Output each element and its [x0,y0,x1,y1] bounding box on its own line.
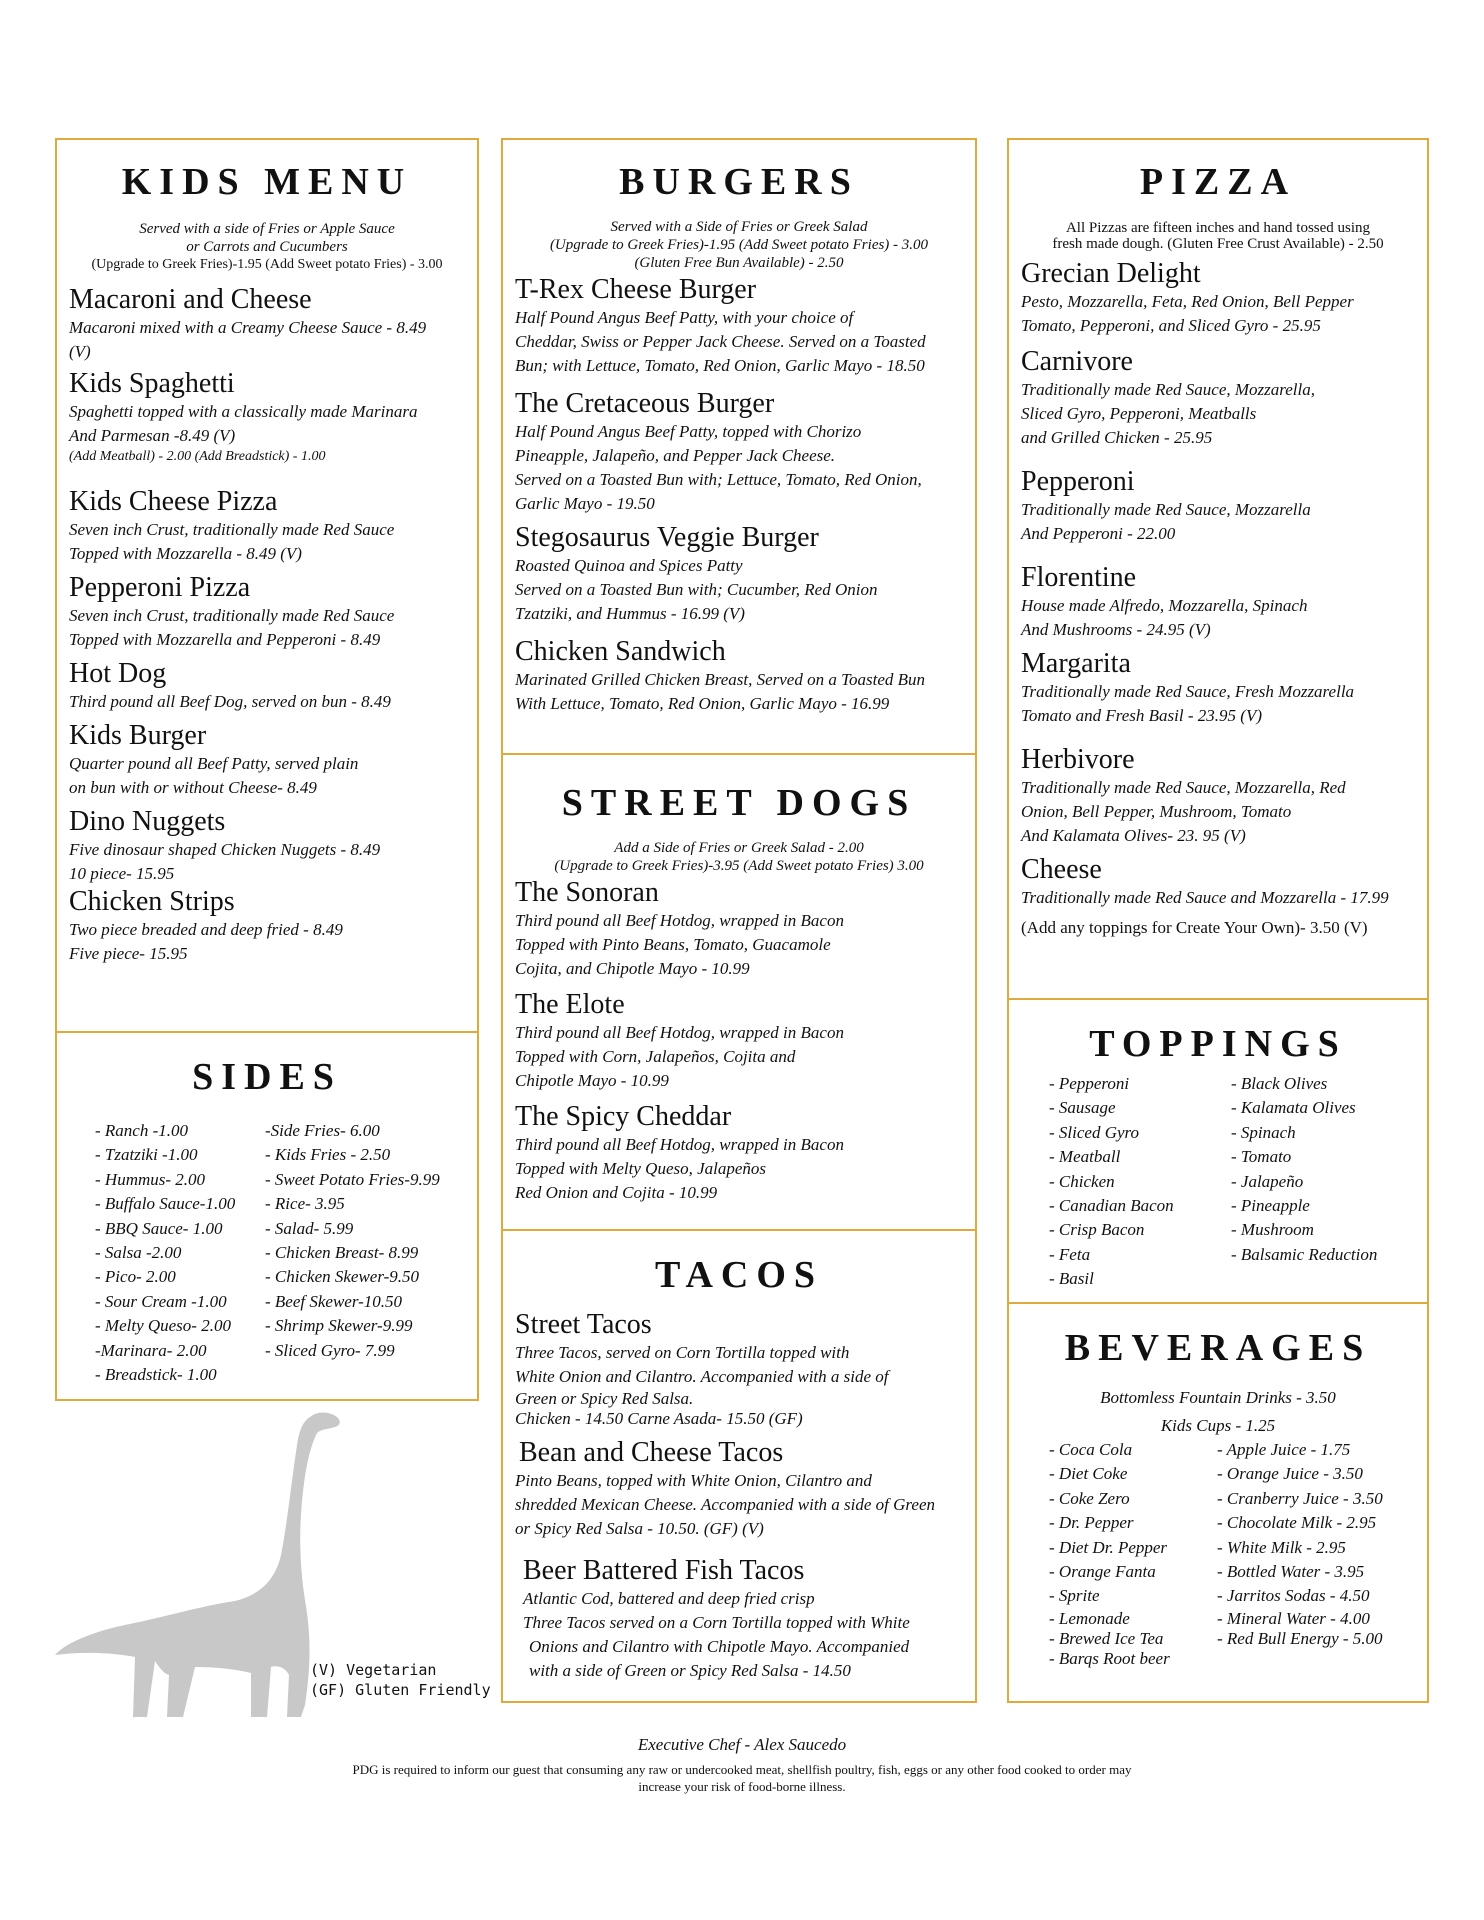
item-desc: Red Onion and Cojita - 10.99 [515,1183,718,1202]
item-desc: Traditionally made Red Sauce, Mozzarella, [1021,380,1316,399]
item-desc: 10 piece- 15.95 [69,864,175,883]
item-name: Stegosaurus Veggie Burger [515,522,819,553]
sides-section [55,1031,479,1401]
item-desc: Tzatziki, and Hummus - 16.99 (V) [515,604,745,623]
list-item: - Sliced Gyro [1049,1122,1140,1142]
footer [0,1733,1484,1795]
item-name: Margarita [1021,648,1131,679]
item-name: Beer Battered Fish Tacos [523,1555,805,1586]
menu-item [69,486,467,566]
street-dogs-title: STREET DOGS [561,782,917,824]
item-desc: Third pound all Beef Dog, served on bun - 8.49 [69,692,391,711]
list-item: - Pineapple [1231,1196,1310,1216]
list-item: - Breadstick- 1.00 [95,1365,217,1385]
list-item: - Salad- 5.99 [265,1218,354,1238]
item-name: The Sonoran [515,877,659,908]
menu-item [515,1101,965,1205]
item-desc: Sliced Gyro, Pepperoni, Meatballs [1021,404,1257,423]
burgers-note-1: Served with a Side of Fries or Greek Salad [610,219,868,235]
list-item: - Brewed Ice Tea [1049,1628,1164,1648]
menu-item [515,877,965,981]
list-item: - Buffalo Sauce-1.00 [95,1194,236,1214]
menu-item [1021,346,1417,450]
executive-chef: Executive Chef - Alex Saucedo [637,1735,847,1754]
item-desc: or Spicy Red Salsa - 10.50. (GF) (V) [515,1519,764,1538]
toppings-list-left [1049,1072,1174,1292]
item-name: Street Tacos [515,1309,652,1340]
list-item: - Pepperoni [1049,1074,1130,1093]
list-item: - Chicken [1049,1171,1115,1191]
list-item: - Chocolate Milk - 2.95 [1217,1513,1377,1533]
beverages-notes [1009,1384,1427,1440]
list-item: - Cranberry Juice - 3.50 [1217,1488,1383,1508]
item-name: Pepperoni [1021,466,1135,497]
list-item: - Orange Juice - 3.50 [1217,1464,1363,1484]
list-item: - Kalamata Olives [1231,1098,1356,1118]
tacos-section [501,1229,977,1703]
legend-vegetarian: (V) Vegetarian [310,1661,437,1679]
list-item: - Apple Juice - 1.75 [1217,1440,1351,1459]
toppings-title: TOPPINGS [1089,1023,1347,1065]
item-name: Dino Nuggets [69,806,226,837]
item-desc: Green or Spicy Red Salsa. [515,1389,694,1408]
item-desc: on bun with or without Cheese- 8.49 [69,778,317,797]
item-desc: Pinto Beans, topped with White Onion, Cilantro and [515,1471,872,1490]
item-desc: House made Alfredo, Mozzarella, Spinach [1021,596,1308,615]
item-name: Pepperoni Pizza [69,572,251,603]
list-item: - Hummus- 2.00 [95,1169,206,1189]
list-item: - Chicken Skewer-9.50 [265,1267,420,1287]
sides-title: SIDES [192,1056,342,1098]
list-item: - Chicken Breast- 8.99 [265,1243,419,1263]
item-desc: Two piece breaded and deep fried - 8.49 [69,920,343,939]
list-item: - Basil [1049,1269,1094,1289]
item-desc: Chipotle Mayo - 10.99 [515,1071,669,1090]
item-desc: Spaghetti topped with a classically made Marinara [69,402,418,421]
kids-menu-notes [57,220,477,274]
item-desc: Marinated Grilled Chicken Breast, Served on a Toasted Bun [515,670,925,689]
list-item: - Barqs Root beer [1049,1648,1170,1668]
list-item: - Mineral Water - 4.00 [1217,1608,1370,1628]
item-desc: White Onion and Cilantro. Accompanied with a side of [515,1367,889,1386]
list-item: - Jalapeño [1231,1171,1304,1191]
beverages-list-left [1049,1438,1170,1669]
list-item: - Mushroom [1231,1220,1314,1240]
pizza-title: PIZZA [1139,161,1297,203]
item-desc: Five piece- 15.95 [69,944,188,963]
list-item: - Canadian Bacon [1049,1196,1174,1216]
item-desc: Seven inch Crust, traditionally made Red Sauce [69,520,395,539]
item-desc: And Parmesan -8.49 (V) [69,426,236,445]
item-desc: Traditionally made Red Sauce and Mozzarella - 17.99 [1021,888,1389,907]
pizza-notes [1009,220,1427,252]
list-item: - Balsamic Reduction [1231,1244,1378,1264]
kids-menu-title: KIDS MENU [121,161,413,203]
dogs-note-1: Add a Side of Fries or Greek Salad - 2.00 [614,840,864,856]
list-item: - Black Olives [1231,1074,1328,1093]
item-desc: Served on a Toasted Bun with; Cucumber, Red Onion [515,580,878,599]
item-desc: Topped with Pinto Beans, Tomato, Guacamole [515,935,831,954]
kids-note-2: or Carrots and Cucumbers [186,239,348,255]
list-item: - Ranch -1.00 [95,1121,189,1140]
item-desc: Bun; with Lettuce, Tomato, Red Onion, Garlic Mayo - 18.50 [515,356,925,375]
item-desc: Half Pound Angus Beef Patty, topped with Chorizo [515,422,862,441]
item-desc: Three Tacos served on a Corn Tortilla topped with White [523,1613,910,1632]
item-name: The Cretaceous Burger [515,388,775,419]
list-item: - Lemonade [1049,1608,1130,1628]
menu-item [1021,744,1417,848]
dinosaur-silhouette [55,1413,340,1718]
pizza-note-1: All Pizzas are fifteen inches and hand tossed using [1065,220,1371,236]
item-desc: With Lettuce, Tomato, Red Onion, Garlic Mayo - 16.99 [515,694,890,713]
list-item: - Orange Fanta [1049,1562,1156,1582]
beverages-list-right [1217,1438,1383,1649]
item-desc: Macaroni mixed with a Creamy Cheese Sauce - 8.49 [69,318,427,337]
item-name: Cheese [1021,854,1102,885]
menu-item [69,284,467,364]
list-item: - Coke Zero [1049,1488,1130,1508]
item-desc: (V) [69,342,91,361]
item-name: Chicken Strips [69,886,235,917]
item-desc: Traditionally made Red Sauce, Mozzarella [1021,500,1311,519]
kids-note-1: Served with a side of Fries or Apple Sauce [139,221,395,237]
pizza-note-2: fresh made dough. (Gluten Free Crust Available) - 2.50 [1052,236,1384,252]
list-item: - Feta [1049,1244,1091,1264]
item-name: Macaroni and Cheese [69,284,312,315]
burgers-note-3: (Gluten Free Bun Available) - 2.50 [634,255,844,271]
kids-menu-section [55,138,479,1033]
menu-item [69,368,467,466]
item-desc: Third pound all Beef Hotdog, wrapped in Bacon [515,1023,844,1042]
disclaimer-line-1: PDG is required to inform our guest that consuming any raw or undercooked meat, shellfish poultry, fish, eggs or any other food cooked to order may [352,1762,1132,1777]
item-name: Kids Cheese Pizza [69,486,278,517]
list-item: - Sliced Gyro- 7.99 [265,1340,395,1360]
list-item: - Salsa -2.00 [95,1243,182,1263]
list-item: - Sausage [1049,1098,1116,1118]
disclaimer-line-2: increase your risk of food-borne illness. [638,1779,846,1794]
list-item: - Sour Cream -1.00 [95,1291,227,1311]
menu-item [1021,258,1417,338]
item-desc: Cheddar, Swiss or Pepper Jack Cheese. Served on a Toasted [515,332,926,351]
item-desc: Traditionally made Red Sauce, Fresh Mozzarella [1021,682,1355,701]
item-name: Herbivore [1021,744,1135,775]
item-desc: Topped with Melty Queso, Jalapeños [515,1159,767,1178]
menu-item [1021,648,1417,728]
list-item: - Melty Queso- 2.00 [95,1316,231,1336]
list-item: - Shrimp Skewer-9.99 [265,1316,413,1336]
item-desc: Cojita, and Chipotle Mayo - 10.99 [515,959,750,978]
list-item: - Dr. Pepper [1049,1513,1134,1533]
item-desc: Topped with Mozzarella and Pepperoni - 8.49 [69,630,381,649]
item-desc: Served on a Toasted Bun with; Lettuce, Tomato, Red Onion, [515,470,922,489]
item-name: Florentine [1021,562,1137,593]
list-item: - Bottled Water - 3.95 [1217,1562,1365,1582]
item-desc: And Mushrooms - 24.95 (V) [1021,620,1211,639]
menu-item [69,806,467,886]
list-item: - Spinach [1231,1122,1296,1142]
menu-item [515,274,965,378]
item-desc: Three Tacos, served on Corn Tortilla topped with [515,1343,850,1362]
item-desc: Roasted Quinoa and Spices Patty [515,556,743,575]
dietary-legend [310,1660,491,1700]
list-item: - Diet Dr. Pepper [1049,1537,1168,1557]
toppings-section [1007,998,1429,1304]
list-item: - Diet Coke [1049,1464,1128,1484]
menu-item [69,658,467,714]
item-name: T-Rex Cheese Burger [515,274,757,305]
item-name: Chicken Sandwich [515,636,726,667]
item-desc: with a side of Green or Spicy Red Salsa - 14.50 [529,1661,851,1680]
list-item: - Tzatziki -1.00 [95,1145,198,1165]
item-desc: Onions and Cilantro with Chipotle Mayo. Accompanied [529,1637,910,1656]
dogs-note-2: (Upgrade to Greek Fries)-3.95 (Add Sweet potato Fries) 3.00 [554,858,924,874]
menu-item [69,720,467,800]
item-desc: and Grilled Chicken - 25.95 [1021,428,1213,447]
street-dogs-section [501,753,977,1231]
item-desc: Tomato and Fresh Basil - 23.95 (V) [1021,706,1262,725]
menu-item [515,1437,965,1541]
item-desc: Garlic Mayo - 19.50 [515,494,655,513]
burgers-notes [503,218,975,272]
list-item: - Jarritos Sodas - 4.50 [1217,1586,1370,1606]
item-desc: Half Pound Angus Beef Patty, with your choice of [515,308,854,327]
item-desc: Atlantic Cod, battered and deep fried crisp [523,1589,815,1608]
list-item: - BBQ Sauce- 1.00 [95,1218,223,1238]
list-item: - Sweet Potato Fries-9.99 [265,1169,440,1189]
list-item: - Beef Skewer-10.50 [265,1291,403,1311]
item-desc: Pineapple, Jalapeño, and Pepper Jack Cheese. [515,446,836,465]
menu-item [515,388,965,516]
burgers-note-2: (Upgrade to Greek Fries)-1.95 (Add Sweet potato Fries) - 3.00 [549,237,929,253]
item-desc: Topped with Corn, Jalapeños, Cojita and [515,1047,796,1066]
item-desc: Topped with Mozzarella - 8.49 (V) [69,544,302,563]
item-name: Hot Dog [69,658,167,689]
item-desc: Quarter pound all Beef Patty, served plain [69,754,359,773]
toppings-list-right [1231,1072,1377,1267]
list-item: - White Milk - 2.95 [1217,1537,1346,1557]
beverages-title: BEVERAGES [1064,1327,1372,1369]
menu-item [1021,466,1417,546]
item-desc: Tomato, Pepperoni, and Sliced Gyro - 25.95 [1021,316,1321,335]
menu-item [515,1555,965,1683]
list-item: - Tomato [1231,1147,1292,1167]
menu-item [1021,854,1417,940]
list-item: - Coca Cola [1049,1440,1133,1459]
item-name: Carnivore [1021,346,1133,377]
list-item: - Rice- 3.95 [265,1194,345,1214]
menu-item [1021,562,1417,642]
list-item: - Crisp Bacon [1049,1220,1145,1240]
item-desc: (Add any toppings for Create Your Own)- 3.50 (V) [1021,918,1368,937]
item-desc: Seven inch Crust, traditionally made Red Sauce [69,606,395,625]
legend-gluten-friendly: (GF) Gluten Friendly [310,1681,491,1699]
sides-list-left [95,1119,235,1387]
beverages-note-1: Bottomless Fountain Drinks - 3.50 [1100,1388,1336,1407]
list-item: - Kids Fries - 2.50 [265,1145,391,1165]
beverages-note-2: Kids Cups - 1.25 [1160,1416,1276,1435]
menu-item [69,572,467,652]
item-desc: Third pound all Beef Hotdog, wrapped in Bacon [515,1135,844,1154]
item-desc: And Pepperoni - 22.00 [1021,524,1176,543]
kids-note-3: (Upgrade to Greek Fries)-1.95 (Add Sweet potato Fries) - 3.00 [91,257,443,272]
item-name: Bean and Cheese Tacos [519,1437,784,1468]
tacos-items [503,1297,975,1683]
item-name: Kids Spaghetti [69,368,235,399]
sides-list-right [265,1119,440,1363]
burgers-items [503,272,975,716]
item-desc: Third pound all Beef Hotdog, wrapped in Bacon [515,911,844,930]
item-desc: Pesto, Mozzarella, Feta, Red Onion, Bell Pepper [1021,292,1354,311]
menu-item [515,522,965,626]
burgers-title: BURGERS [619,161,859,203]
menu-item [515,1309,965,1429]
tacos-title: TACOS [654,1254,824,1296]
menu-item [515,636,965,716]
kids-items [57,274,477,966]
list-item: - Sprite [1049,1586,1100,1606]
beverages-section [1007,1302,1429,1703]
item-desc: And Kalamata Olives- 23. 95 (V) [1021,826,1246,845]
menu-item [69,886,467,966]
item-desc: Five dinosaur shaped Chicken Nuggets - 8.49 [69,840,381,859]
list-item: - Red Bull Energy - 5.00 [1217,1628,1383,1648]
item-desc: Traditionally made Red Sauce, Mozzarella, Red [1021,778,1346,797]
street-dogs-notes [503,839,975,875]
item-desc: Chicken - 14.50 Carne Asada- 15.50 (GF) [515,1409,803,1428]
item-name: Kids Burger [69,720,207,751]
pizza-section [1007,138,1429,1000]
item-name: The Elote [515,989,625,1020]
item-desc: Onion, Bell Pepper, Mushroom, Tomato [1021,802,1292,821]
list-item: - Meatball [1049,1147,1121,1167]
list-item: -Marinara- 2.00 [95,1340,207,1360]
item-name: The Spicy Cheddar [515,1101,732,1132]
menu-item [515,989,965,1093]
pizza-items [1009,252,1427,940]
item-extra: (Add Meatball) - 2.00 (Add Breadstick) - 1.00 [69,449,326,464]
item-name: Grecian Delight [1021,258,1201,289]
street-dogs-items [503,875,975,1205]
item-desc: shredded Mexican Cheese. Accompanied with a side of Green [515,1495,936,1514]
list-item: - Pico- 2.00 [95,1267,176,1287]
burgers-section [501,138,977,755]
list-item: -Side Fries- 6.00 [265,1121,380,1140]
